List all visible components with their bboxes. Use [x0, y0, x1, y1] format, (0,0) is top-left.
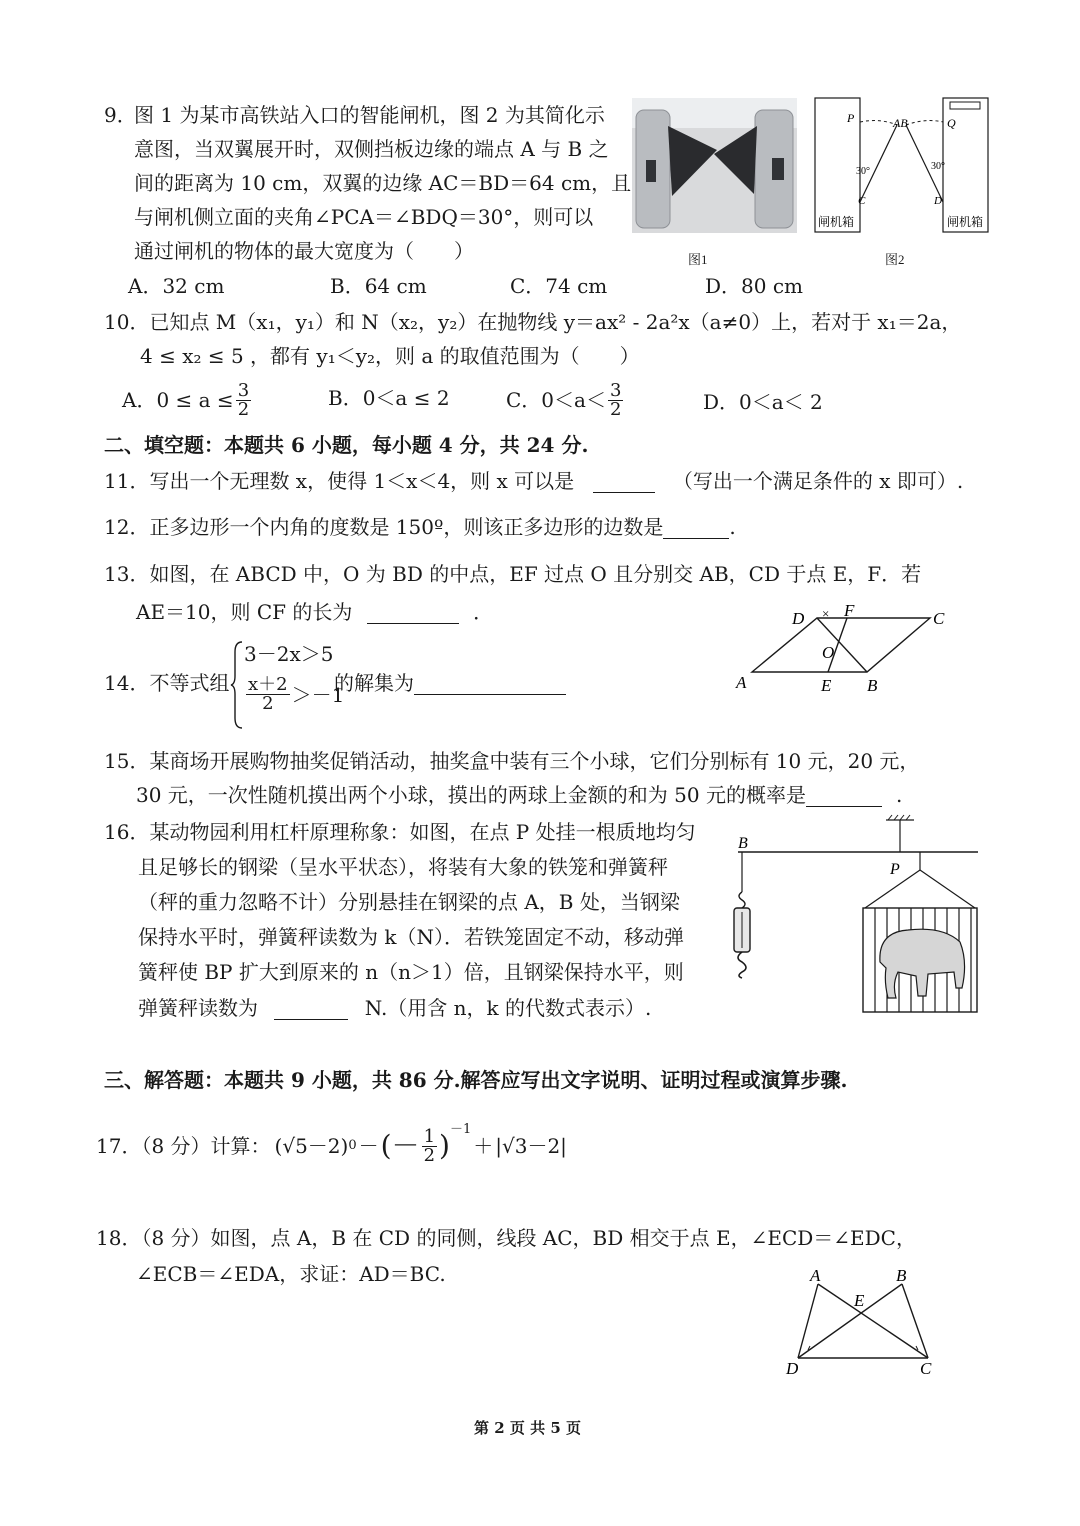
- q13-line-2: [136, 600, 493, 624]
- q17-frac-num: 1: [423, 1125, 436, 1147]
- q9-figure-1-caption: 图1: [688, 252, 708, 267]
- q9-label-c: C: [858, 195, 866, 207]
- q10-option-a: [122, 377, 253, 423]
- question-11: [104, 469, 963, 493]
- q14-inequality-2: [244, 676, 344, 713]
- q10-option-c-text: C．0＜a＜: [506, 388, 606, 412]
- q15-answer-blank[interactable]: [806, 786, 882, 807]
- q13-label-c: C: [933, 609, 945, 628]
- q13-label-o: O: [822, 643, 835, 662]
- q9-angle-left: 30°: [856, 166, 870, 177]
- q10-line-2: 4 ≤ x₂ ≤ 5 ，都有 y₁＜y₂，则 a 的取值范围为（ ）: [140, 344, 640, 368]
- q13-label-e: E: [821, 676, 832, 695]
- section-2-title: 二、填空题：本题共 6 小题，每小题 4 分，共 24 分.: [104, 433, 589, 457]
- q9-line-1: 图 1 为某市高铁站入口的智能闸机，图 2 为其简化示: [134, 103, 605, 127]
- q9-option-a: A．32 cm: [128, 274, 225, 298]
- q10-option-d: D．0＜a＜ 2: [703, 390, 823, 414]
- q9-line-5: 通过闸机的物体的最大宽度为（ ）: [134, 239, 474, 263]
- q10-option-c: [506, 377, 625, 423]
- q16-note: N.（用含 n，k 的代数式表示）.: [364, 996, 652, 1020]
- q13-label-f: F: [844, 601, 855, 620]
- q17-term-2-open: (－: [380, 1129, 420, 1162]
- q16-line-1: 16．某动物园利用杠杆原理称象：如图，在点 P 处挂一根质地均匀: [104, 820, 696, 844]
- q10-option-a-text: A．0 ≤ a ≤: [122, 388, 234, 412]
- q16-line-2: 且足够长的钢梁（呈水平状态），将装有大象的铁笼和弹簧秤: [138, 855, 668, 879]
- q13-answer-blank[interactable]: [367, 603, 459, 624]
- q11-note: （写出一个满足条件的 x 即可）.: [672, 469, 964, 493]
- q16-label-p: P: [890, 861, 900, 878]
- q11-answer-blank[interactable]: [593, 472, 655, 493]
- q18-line-1: 18．（8 分）如图，点 A，B 在 CD 的同侧，线段 AC，BD 相交于点 E，∠ECD＝∠EDC，: [96, 1226, 916, 1250]
- q17-exponent-0: 0: [348, 1138, 357, 1153]
- q13-period: ．: [473, 600, 494, 624]
- q10-option-b: B．0＜a ≤ 2: [328, 386, 450, 410]
- q16-label-b: B: [738, 835, 748, 852]
- q10-option-c-fraction: [608, 379, 623, 420]
- section-3-title: 三、解答题：本题共 9 小题，共 86 分.解答应写出文字说明、证明过程或演算步骤.: [104, 1068, 848, 1092]
- q13-label-x: ×: [822, 606, 830, 621]
- q9-label-d: D: [934, 195, 942, 207]
- q14-frac-den: 2: [262, 693, 274, 714]
- page-footer: 第 2 页 共 5 页: [474, 1419, 581, 1437]
- q9-line-2: 意图，当双翼展开时，双侧挡板边缘的端点 A 与 B 之: [134, 137, 609, 161]
- q12-answer-blank[interactable]: [663, 518, 729, 539]
- q18-triangle-figure: [780, 1262, 950, 1387]
- q9-line-3: 间的距离为 10 cm，双翼的边缘 AC＝BD＝64 cm，且: [134, 171, 632, 195]
- q17-minus: －: [358, 1134, 379, 1158]
- q9-label-p: P: [847, 111, 855, 125]
- q9-option-c: C．74 cm: [510, 274, 608, 298]
- q12-period: .: [729, 515, 736, 539]
- q17-term-2-close: ): [439, 1129, 450, 1162]
- q13-text: AE＝10，则 CF 的长为: [136, 600, 353, 624]
- q12-text: 12．正多边形一个内角的度数是 150º，则该正多边形的边数是: [104, 515, 664, 539]
- q18-label-d: D: [786, 1359, 799, 1378]
- q13-label-d: D: [792, 609, 805, 628]
- q18-label-c: C: [920, 1359, 932, 1378]
- q17-exponent-neg1: －1: [449, 1122, 472, 1137]
- q10-line-1: 10．已知点 M（x₁，y₁）和 N（x₂，y₂）在抛物线 y＝ax² - 2a²x（a≠0）上，若对于 x₁＝2a，: [104, 310, 962, 334]
- q9-box-left: 闸机箱: [818, 215, 855, 229]
- q17-fraction: [422, 1125, 437, 1166]
- q14-brace: [230, 640, 244, 730]
- q14-tail: [334, 671, 566, 695]
- q14-answer-blank[interactable]: [414, 674, 566, 695]
- q13-line-1: 13．如图，在 ABCD 中，O 为 BD 的中点，EF 过点 O 且分别交 AB，CD 于点 E，F．若: [104, 562, 922, 586]
- q16-line-6: [138, 996, 651, 1020]
- q11-text: 11．写出一个无理数 x，使得 1＜x＜4，则 x 可以是: [104, 469, 575, 493]
- q18-label-e: E: [854, 1291, 865, 1310]
- q18-label-a: A: [810, 1266, 821, 1285]
- q13-label-a: A: [736, 673, 747, 692]
- q14-inequality-1: 3－2x＞5: [244, 642, 334, 666]
- q14-ineq2-rest: ＞－1: [291, 682, 345, 707]
- q16-answer-blank[interactable]: [274, 999, 348, 1020]
- q17-absolute-value: |√3－2|: [495, 1134, 567, 1158]
- q15-line-1: 15．某商场开展购物抽奖促销活动，抽奖盒中装有三个小球，它们分别标有 10 元，20 元，: [104, 749, 920, 773]
- q15-text: 30 元，一次性随机摸出两个小球，摸出的两球上金额的和为 50 元的概率是: [136, 783, 806, 807]
- q10-a-num: 3: [237, 379, 250, 401]
- q9-option-d: D．80 cm: [705, 274, 804, 298]
- q17-plus: ＋: [473, 1134, 494, 1158]
- q14-fraction: [246, 676, 290, 713]
- question-12: [104, 515, 736, 539]
- q13-parallelogram-figure: [730, 598, 960, 698]
- q17-term-1: (√5－2): [274, 1134, 349, 1158]
- q15-period: .: [895, 783, 903, 807]
- q9-number: 9．: [104, 103, 137, 127]
- q17-label: 17．（8 分）计算：: [96, 1134, 271, 1158]
- q16-iron-cage: [863, 852, 977, 1012]
- q16-text: 弹簧秤读数为: [138, 996, 258, 1020]
- question-17: [96, 1118, 567, 1174]
- q16-elephant: [880, 929, 965, 998]
- q9-edge-ca: [860, 125, 897, 202]
- q10-a-den: 2: [237, 398, 250, 420]
- q18-line-2: ∠ECB＝∠EDA，求证：AD＝BC.: [136, 1262, 446, 1286]
- q9-option-b: B．64 cm: [330, 274, 427, 298]
- q16-spring-scale: [734, 852, 750, 978]
- q16-lever-figure: [728, 812, 980, 1022]
- q9-line-4: 与闸机侧立面的夹角∠PCA＝∠BDQ＝30°，则可以: [134, 205, 594, 229]
- q9-figure-1-photo: [632, 98, 797, 233]
- q9-figure-2-caption: 图2: [885, 252, 905, 267]
- q16-line-4: 保持水平时，弹簧秤读数为 k（N）．若铁笼固定不动，移动弹: [138, 925, 684, 949]
- q10-c-num: 3: [609, 379, 622, 401]
- q18-label-b: B: [896, 1266, 907, 1285]
- q9-angle-right: 30°: [931, 161, 945, 172]
- q9-box-right: 闸机箱: [947, 215, 984, 229]
- q9-label-ab: AB: [893, 116, 908, 130]
- q14-frac-num: x＋2: [248, 674, 288, 695]
- q9-label-q: Q: [947, 116, 956, 130]
- q14-solution-label: 的解集为: [334, 671, 414, 695]
- q16-line-3: （秤的重力忽略不计）分别悬挂在钢梁的点 A，B 处，当钢梁: [138, 890, 680, 914]
- q16-line-5: 簧秤使 BP 扩大到原来的 n（n＞1）倍，且钢梁保持水平，则: [138, 960, 684, 984]
- q13-label-b: B: [867, 676, 878, 695]
- q10-c-den: 2: [609, 398, 622, 420]
- q14-text: 14．不等式组: [104, 671, 230, 695]
- q10-option-a-fraction: [236, 379, 251, 420]
- q17-frac-den: 2: [423, 1144, 436, 1166]
- q9-figure-2-diagram: [810, 92, 990, 237]
- q15-line-2: [136, 783, 902, 807]
